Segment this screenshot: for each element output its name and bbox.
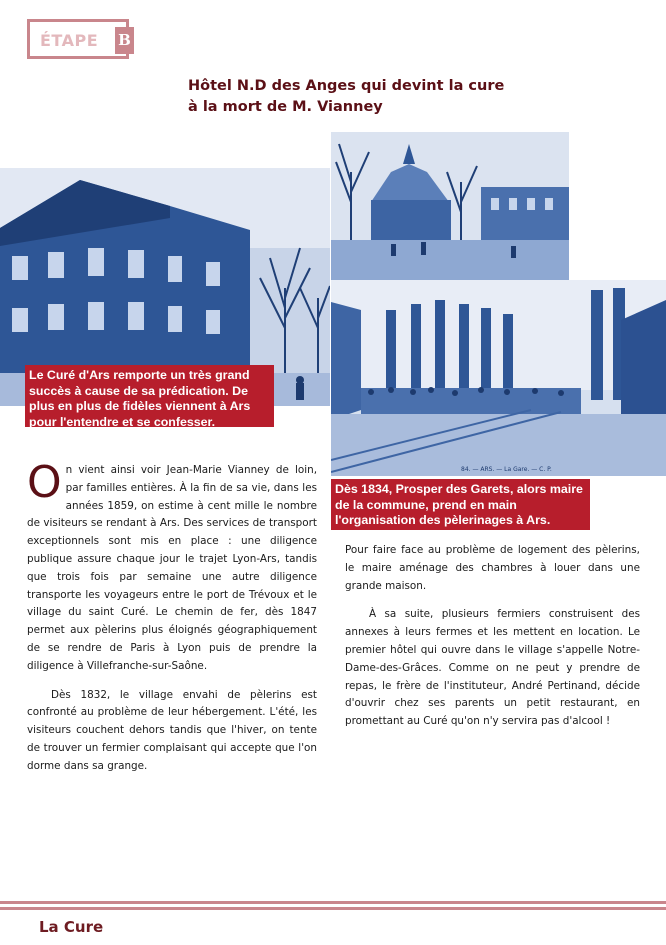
footer-rule-top [0, 901, 666, 904]
left-paragraph-1-text: n vient ainsi voir Jean-Marie Vianney de loin, par familles entières. À la fin de sa vie, dans les années 1859, on estime à cent mille le nombre de visiteurs se rendant à Ars. Des services de transport exceptionnels sont mis en place : une diligence publique assure chaque jour le trajet Lyon-Ars, tandis que trois fois par semaine une autre diligence transporte les voyageurs entre le port de Trévoux et le village du saint Curé. Le chemin de fer, dès 1847 permet aux pèlerins plus éloignés géographiquement de se rendre de Paris à Lyon puis de prendre la diligence à Villefranche-sur-Saône. [27, 464, 317, 672]
right-paragraph-1: Pour faire face au problème de logement des pèlerins, le maire aménage des chambres à louer dans une grande maison. [345, 544, 640, 592]
left-paragraph-2: Dès 1832, le village envahi de pèlerins est confronté au problème de leur hébergement. L'été, les visiteurs couchent dehors tandis que l'hiver, on tente de trouver un fermier complaisant qui accepte que l'on dorme dans sa grange. [27, 688, 317, 772]
photo-railway-street [331, 280, 666, 476]
footer-label: La Cure [39, 918, 104, 936]
left-column [27, 457, 317, 776]
dropcap: O [27, 457, 62, 508]
etape-letter-badge: B [115, 27, 134, 54]
footer-rule-bottom [0, 907, 666, 910]
right-paragraph-2: À sa suite, plusieurs fermiers construisent des annexes à leurs fermes et les mettent en location. Le premier hôtel qui ouvre dans le village s'appelle Notre-Dame-des-Grâces. Comme on ne peut y prendre de repas, le frère de l'instituteur, André Pertinand, décide d'ouvrir chez ses parents un petit restaurant, en promettant au Curé qu'on n'y servira pas d'alcool ! [345, 608, 640, 728]
page-title [188, 76, 508, 118]
etape-label: ÉTAPE [40, 31, 99, 50]
page-title-line-2: à la mort de M. Vianney [188, 99, 383, 115]
postcard-print-label: 84. — ARS. — La Gare. — C. P. [461, 466, 552, 473]
photo-basilica-square [331, 132, 569, 281]
right-column [345, 542, 640, 731]
page-title-line-1: Hôtel N.D des Anges qui devint la cure [188, 78, 505, 94]
caption-right: Dès 1834, Prosper des Garets, alors maire de la commune, prend en main l'organisation des pèlerinages à Ars. [331, 479, 590, 530]
caption-left: Le Curé d'Ars remporte un très grand succès à cause de sa prédication. De plus en plus de fidèles viennent à Ars pour l'entendre et se confesser. [25, 365, 274, 427]
left-paragraph-1 [27, 457, 317, 676]
